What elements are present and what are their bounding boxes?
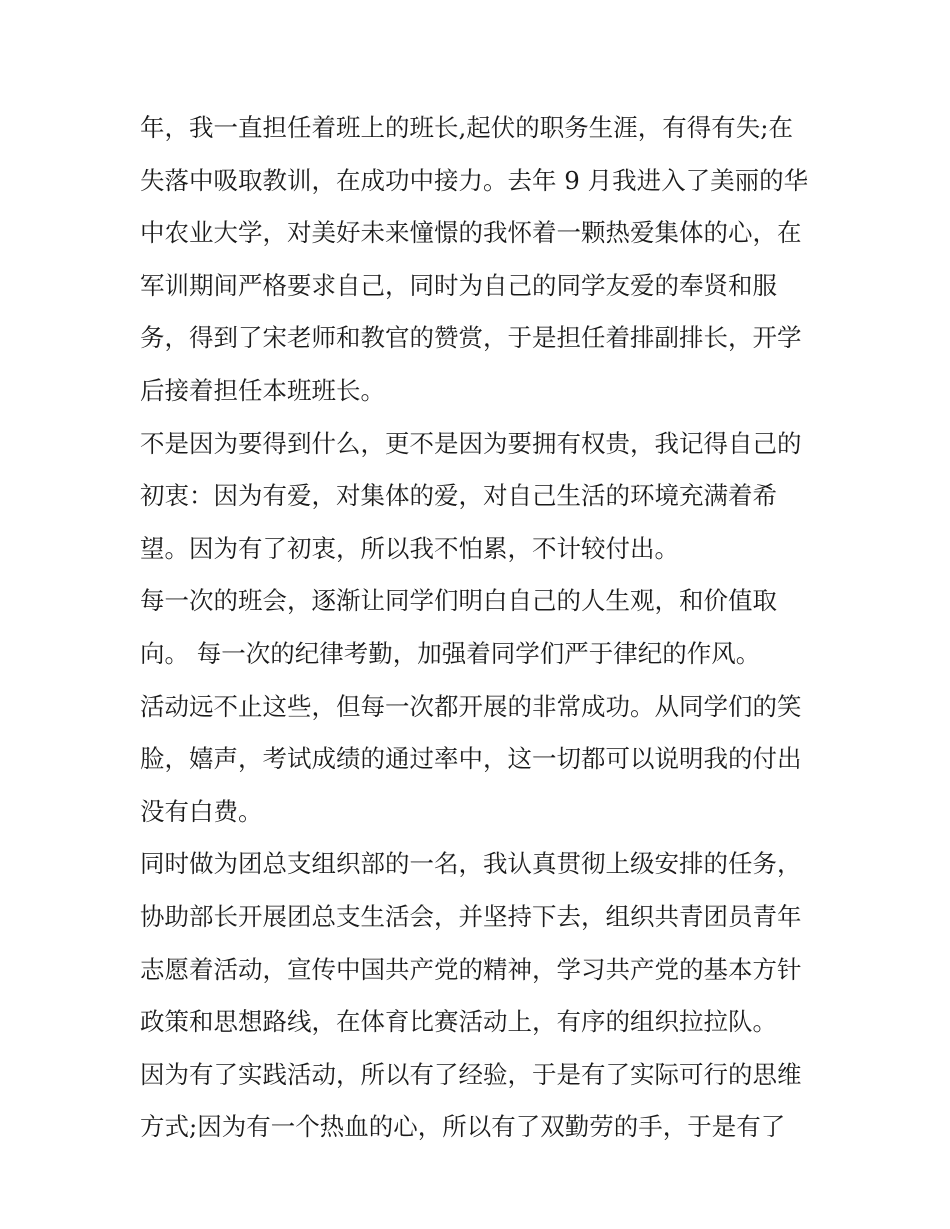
text-line: 同时做为团总支组织部的一名，我认真贯彻上级安排的任务， xyxy=(140,849,802,879)
text-line: 因为有了实践活动，所以有了经验，于是有了实际可行的思维 xyxy=(140,1059,802,1089)
text-line: 脸，嬉声，考试成绩的通过率中，这一切都可以说明我的付出 xyxy=(140,744,802,774)
text-line: 方式;因为有一个热血的心，所以有了双勤劳的手，于是有了 xyxy=(140,1112,786,1142)
text-line: 务，得到了宋老师和教官的赞赏，于是担任着排副排长，开学 xyxy=(140,323,802,353)
text-line: 后接着担任本班班长。 xyxy=(140,375,385,405)
text-line: 初衷：因为有爱，对集体的爱，对自己生活的环境充满着希 xyxy=(140,481,777,511)
text-line: 年，我一直担任着班上的班长,起伏的职务生涯，有得有失;在 xyxy=(140,113,794,142)
text-line: 不是因为要得到什么，更不是因为要拥有权贵，我记得自己的 xyxy=(140,428,802,458)
text-line: 政策和思想路线，在体育比赛活动上，有序的组织拉拉队。 xyxy=(140,1007,777,1037)
text-line: 每一次的班会，逐渐让同学们明白自己的人生观，和价值取 xyxy=(140,586,777,616)
text-line: 失落中吸取教训，在成功中接力。去年 9 月我进入了美丽的华 xyxy=(140,165,809,195)
text-line: 向。 每一次的纪律考勤，加强着同学们严于律纪的作风。 xyxy=(140,638,761,668)
text-line: 中农业大学，对美好未来憧憬的我怀着一颗热爱集体的心，在 xyxy=(140,218,802,248)
text-line: 活动远不止这些，但每一次都开展的非常成功。从同学们的笑 xyxy=(140,691,802,721)
document-body xyxy=(140,102,812,1154)
text-line: 协助部长开展团总支生活会，并坚持下去，组织共青团员青年 xyxy=(140,901,802,931)
text-line: 志愿着活动，宣传中国共产党的精神，学习共产党的基本方针 xyxy=(140,954,802,984)
text-line: 军训期间严格要求自己，同时为自己的同学友爱的奉贤和服 xyxy=(140,270,777,300)
text-line: 没有白费。 xyxy=(140,796,263,826)
text-line: 望。因为有了初衷，所以我不怕累，不计较付出。 xyxy=(140,533,679,563)
